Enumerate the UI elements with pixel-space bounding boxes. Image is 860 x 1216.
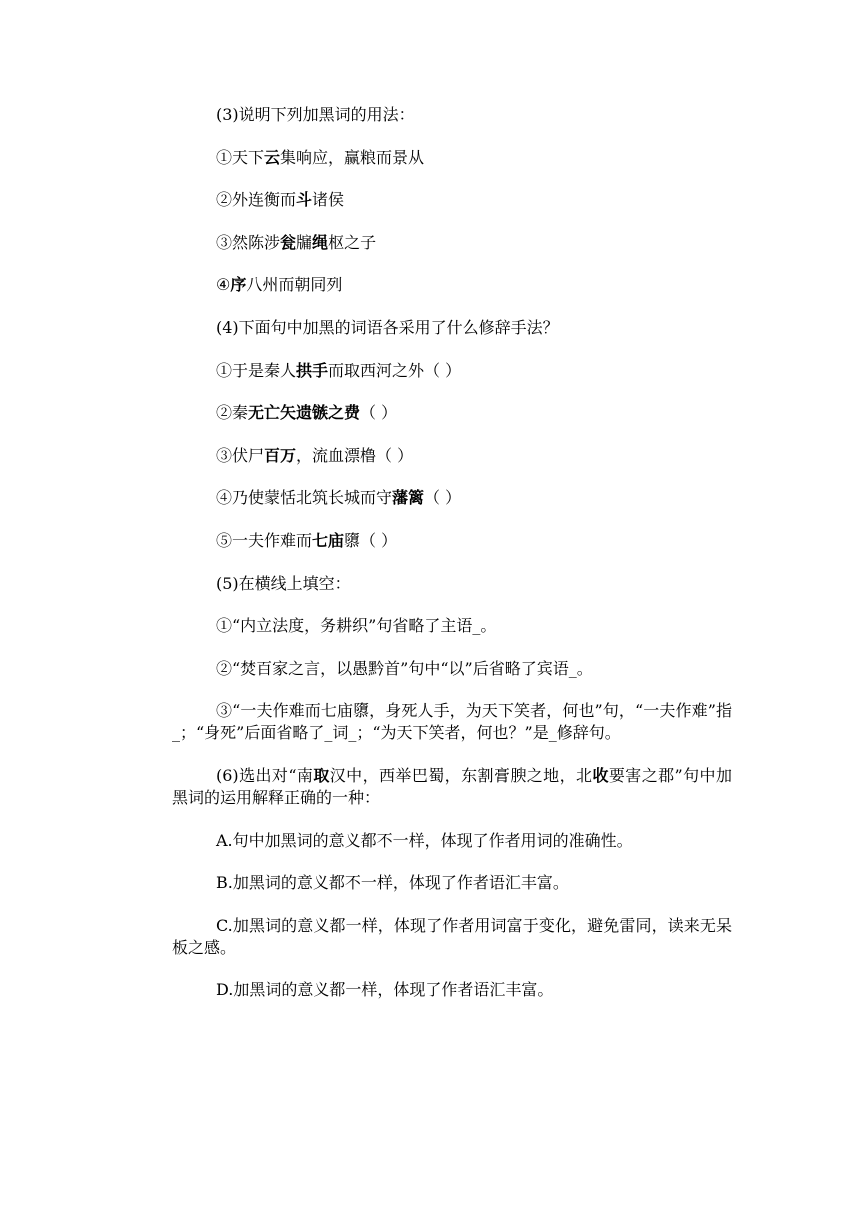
text-run: 八州而朝同列: [246, 275, 343, 295]
text-run: ①“内立法度，务耕织”句省略了主语_。: [216, 616, 497, 636]
bold-term: 斗: [296, 190, 313, 210]
paragraph: [172, 402, 732, 424]
text-run: D.加黑词的意义都一样，体现了作者语汇丰富。: [216, 980, 554, 1000]
text-run: ②秦: [216, 403, 249, 423]
paragraph: [172, 830, 732, 852]
bold-term: 绳: [312, 232, 329, 252]
text-run: A.句中加黑词的意义都不一样，体现了作者用词的准确性。: [216, 830, 633, 850]
paragraph: [172, 658, 732, 680]
text-run: ③伏尸: [216, 445, 265, 465]
text-run: 枢之子: [328, 232, 377, 252]
paragraph: [172, 104, 732, 126]
text-run: ③然陈涉: [216, 232, 281, 252]
text-run: ①于是秦人: [216, 360, 297, 380]
text-run: ②“焚百家之言，以愚黔首”句中“以”后省略了宾语_。: [216, 658, 593, 678]
paragraph: [172, 445, 732, 467]
paragraph: [172, 573, 732, 595]
paragraph: [172, 189, 732, 211]
paragraph: [172, 274, 732, 296]
document-body: [172, 104, 732, 1022]
text-run: ②外连衡而: [216, 190, 297, 210]
bold-term: 云: [264, 147, 281, 167]
text-run: ④: [216, 275, 231, 295]
bold-term: 无亡矢遗镞之费: [248, 403, 361, 423]
text-run: B.加黑词的意义都不一样，体现了作者语汇丰富。: [216, 873, 569, 893]
paragraph: [172, 530, 732, 552]
text-run: 而取西河之外（ ）: [328, 360, 462, 380]
paragraph: [172, 915, 732, 959]
bold-term: 藩篱: [392, 488, 425, 508]
text-run: （ ）: [424, 488, 462, 508]
paragraph: [172, 487, 732, 509]
paragraph: [172, 147, 732, 169]
paragraph: [172, 765, 732, 809]
text-run: 要害之郡”句中加黑词的运用解释正确的一种：: [172, 765, 732, 807]
text-run: ⑤一夫作难而: [216, 530, 313, 550]
text-run: （ ）: [360, 403, 398, 423]
text-run: ①天下: [216, 147, 265, 167]
paragraph: [172, 232, 732, 254]
bold-term: 百万: [264, 445, 297, 465]
text-run: ，流血漂橹（ ）: [296, 445, 414, 465]
bold-term: 序: [230, 275, 247, 295]
paragraph: [172, 872, 732, 894]
paragraph: [172, 615, 732, 637]
text-run: ③“一夫作难而七庙隳，身死人手，为天下笑者，何也”句，“一夫作难”指_；“身死”后面省略了_词_；“为天下笑者，何也？”是_修辞句。: [172, 701, 732, 743]
bold-term: 收: [592, 765, 609, 785]
paragraph: [172, 979, 732, 1001]
bold-term: 七庙: [312, 530, 345, 550]
text-run: 集响应，赢粮而景从: [280, 147, 425, 167]
text-run: (4)下面句中加黑的词语各采用了什么修辞手法？: [216, 317, 559, 337]
bold-term: 拱手: [296, 360, 329, 380]
text-run: ④乃使蒙恬北筑长城而守: [216, 488, 393, 508]
text-run: 牖: [296, 232, 313, 252]
paragraph: [172, 700, 732, 744]
text-run: 汉中，西举巴蜀，东割膏腴之地，北: [329, 765, 593, 785]
text-run: (5)在横线上填空：: [216, 573, 351, 593]
text-run: C.加黑词的意义都一样，体现了作者用词富于变化，避免雷同，读来无呆板之感。: [172, 915, 732, 957]
bold-term: 瓮: [280, 232, 297, 252]
text-run: 隳（ ）: [344, 530, 398, 550]
paragraph: [172, 317, 732, 339]
paragraph: [172, 360, 732, 382]
text-run: 诸侯: [312, 190, 345, 210]
text-run: (6)选出对“南: [216, 765, 314, 785]
text-run: (3)说明下列加黑词的用法：: [216, 105, 415, 124]
bold-term: 取: [313, 765, 330, 785]
